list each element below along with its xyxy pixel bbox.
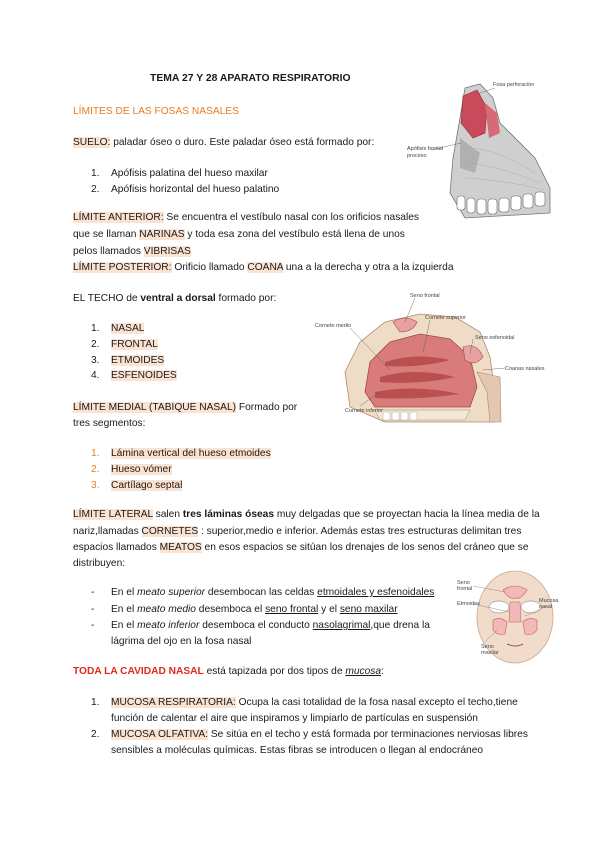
list-item: 3. ETMOIDES bbox=[91, 355, 165, 366]
figure3-label-b1: Seno bbox=[481, 644, 494, 650]
techo-intro: EL TECHO de ventral a dorsal formado por: bbox=[73, 293, 277, 304]
cavidad-heading: TODA LA CAVIDAD NASAL bbox=[73, 666, 204, 677]
figure3-label-tl: Seno bbox=[457, 580, 470, 586]
suelo-text: paladar óseo o duro. Este paladar óseo está formado por: bbox=[110, 137, 375, 148]
anterior-line-3: pelos llamados VIBRISAS bbox=[73, 246, 191, 257]
figure1-label-top: Fosa perforación bbox=[493, 82, 535, 88]
nasal-cavity-sagittal-illustration bbox=[305, 292, 550, 427]
list-item: 4. ESFENOIDES bbox=[91, 370, 177, 381]
anterior-line-2: que se llaman NARINAS y toda esa zona del vestíbulo está llena de unos bbox=[73, 229, 405, 240]
medial-line-1: LÍMITE MEDIAL (TABIQUE NASAL) Formado por bbox=[73, 402, 298, 413]
figure2-label-cornete-medio: Cornete medio bbox=[315, 323, 352, 329]
mucosa-respiratoria-cont: función de calentar el aire que inspiramos y limpiarlo de partículas en suspensión bbox=[111, 713, 478, 724]
suelo-label: SUELO: bbox=[73, 137, 111, 148]
cornetes-term: CORNETES bbox=[141, 526, 199, 537]
figure2-label-coanas: Coanas nasales bbox=[505, 366, 545, 372]
posterior-line: LÍMITE POSTERIOR: Orificio llamado COANA una a la derecha y otra a la izquierda bbox=[73, 262, 454, 273]
figure1-label-left2: proceso bbox=[407, 153, 427, 159]
lateral-line-2: nariz,llamadas CORNETES : superior,medio e inferior. Además estas tres estructuras delimitan tres bbox=[73, 526, 522, 537]
meato-inferior-item: - En el meato inferior desemboca el conducto nasolagrimal,que drena la bbox=[91, 620, 430, 631]
vibrisas-term: VIBRISAS bbox=[143, 246, 191, 257]
list-item: 2. FRONTAL bbox=[91, 339, 158, 350]
figure3-label-tl2: frontal bbox=[457, 586, 473, 592]
maxilla-illustration bbox=[405, 78, 555, 228]
list-item: 1. Lámina vertical del hueso etmoides bbox=[91, 448, 271, 459]
page-title: TEMA 27 Y 28 APARATO RESPIRATORIO bbox=[150, 73, 351, 84]
figure1-label-left1: Apófisis frontal bbox=[407, 146, 444, 152]
lateral-line-3: espacios llamados MEATOS en esos espacios se sitúan los drenajes de los senos del cráneo que se bbox=[73, 542, 529, 553]
anterior-label: LÍMITE ANTERIOR: bbox=[73, 212, 164, 223]
figure3-label-r: Mucosa bbox=[539, 598, 559, 604]
list-item: 2. Hueso vómer bbox=[91, 464, 172, 475]
coana-term: COANA bbox=[247, 262, 284, 273]
anterior-line-1: LÍMITE ANTERIOR: Se encuentra el vestíbulo nasal con los orificios nasales bbox=[73, 212, 419, 223]
meato-medio-item: - En el meato medio desemboca el seno frontal y el seno maxilar bbox=[91, 604, 398, 615]
figure2-label-cornete-inferior: Cornete inferior bbox=[345, 408, 383, 414]
section-heading: LÍMITES DE LAS FOSAS NASALES bbox=[73, 106, 239, 117]
list-item: 2. Apófisis horizontal del hueso palatino bbox=[91, 184, 280, 195]
figure2-label-cornete-superior: Cornete superior bbox=[425, 315, 466, 321]
lateral-line-4: distribuyen: bbox=[73, 558, 126, 569]
figure3-label-r2: nasal bbox=[539, 604, 553, 610]
mucosa-olfativa-cont: sensibles a moléculas químicas. Estas fibras se introducen o llegan al endocráneo bbox=[111, 745, 484, 756]
list-item: 3. Cartílago septal bbox=[91, 480, 183, 491]
meato-superior-item: - En el meato superior desembocan las celdas etmoidales y esfenoidales bbox=[91, 587, 435, 598]
medial-line-2: tres segmentos: bbox=[73, 418, 146, 429]
list-item: 1. Apófisis palatina del hueso maxilar bbox=[91, 168, 268, 179]
mucosa-olfativa-item: 2. MUCOSA OLFATIVA: Se sitúa en el techo y está formada por terminaciones nerviosas libres bbox=[91, 729, 528, 740]
figure3-label-l: Etmoides bbox=[457, 601, 480, 607]
figure3-label-b2: maxilar bbox=[481, 650, 499, 656]
list-item: 1. NASAL bbox=[91, 323, 145, 334]
mucosa-respiratoria-item: 1. MUCOSA RESPIRATORIA: Ocupa la casi totalidad de la fosa nasal excepto el techo,tiene bbox=[91, 697, 518, 708]
suelo-paragraph bbox=[73, 137, 374, 148]
meato-inferior-item-cont: lágrima del ojo en la fosa nasal bbox=[111, 636, 252, 647]
medial-label: LÍMITE MEDIAL (TABIQUE NASAL) bbox=[73, 402, 237, 413]
narinas-term: NARINAS bbox=[139, 229, 185, 240]
cavidad-line: TODA LA CAVIDAD NASAL está tapizada por dos tipos de mucosa: bbox=[73, 666, 384, 677]
figure2-label-seno-esfenoidal: Seno esfenoidal bbox=[475, 335, 515, 341]
lateral-label: LÍMITE LATERAL bbox=[73, 509, 153, 520]
meatos-term: MEATOS bbox=[159, 542, 202, 553]
figure2-label-seno-frontal: Seno frontal bbox=[410, 293, 440, 299]
facial-sinuses-illustration bbox=[455, 572, 559, 667]
lateral-line-1: LÍMITE LATERAL salen tres láminas óseas muy delgadas que se proyectan hacia la línea media de la bbox=[73, 509, 540, 520]
posterior-label: LÍMITE POSTERIOR: bbox=[73, 262, 172, 273]
